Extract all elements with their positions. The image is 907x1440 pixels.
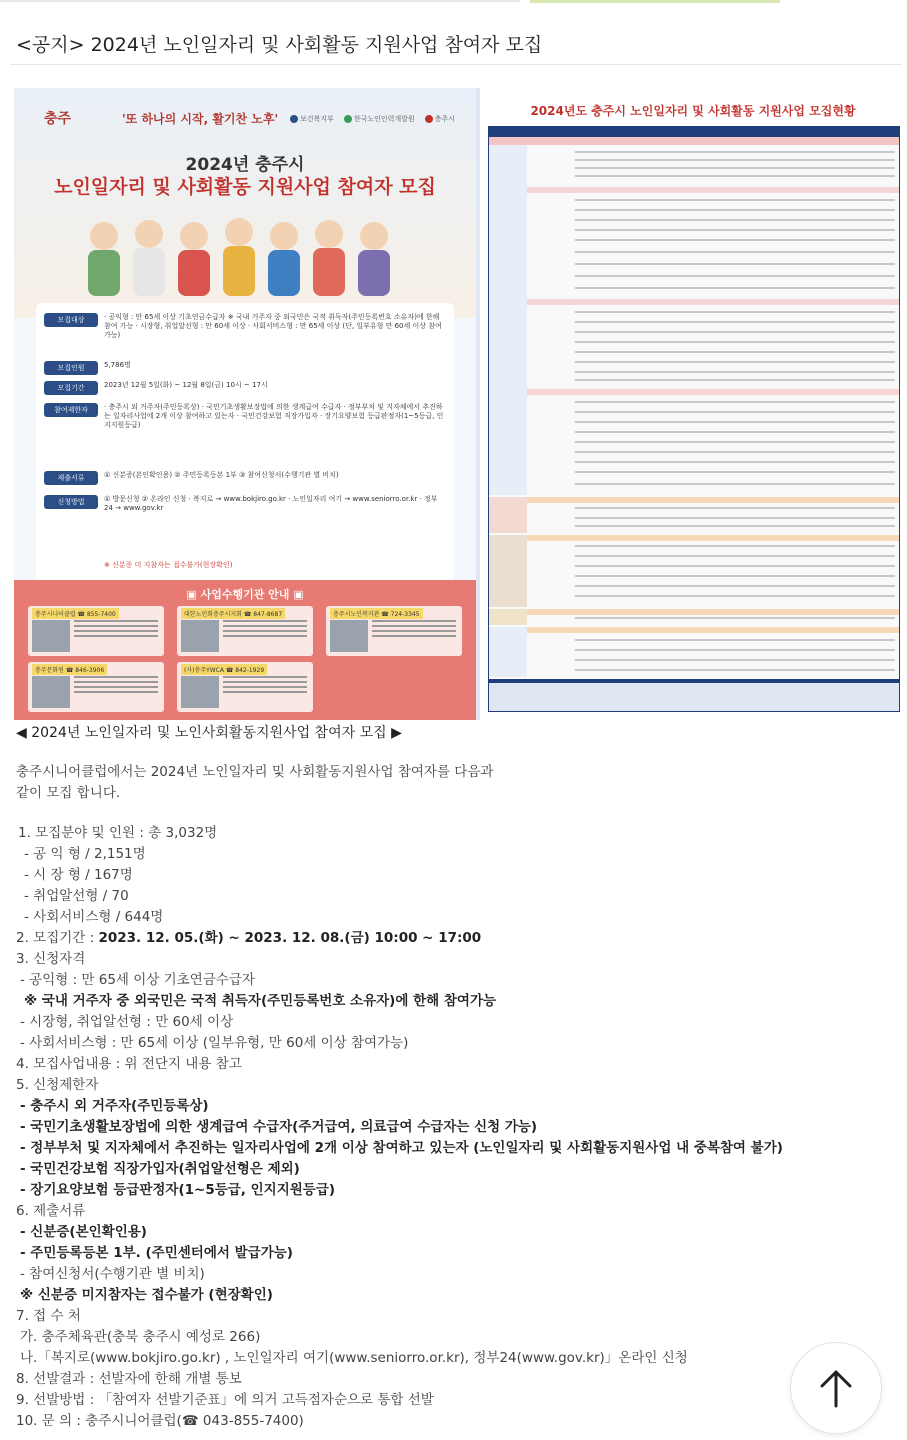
list-item: - 사회서비스형 : 만 65세 이상 (일부유형, 만 60세 이상 참여가능): [20, 1035, 409, 1051]
list-item: - 공 익 형 / 2,151명: [24, 846, 146, 862]
list-item: - 시 장 형 / 167명: [24, 867, 133, 883]
list-item: - 주민등록등본 1부. (주민센터에서 발급가능): [20, 1245, 293, 1261]
list-item: - 장기요양보험 등급판정자(1~5등급, 인지지원등급): [20, 1182, 336, 1198]
divider: [10, 64, 902, 65]
section-eligibility: 3. 신청자격: [16, 951, 86, 967]
section-reception: 7. 접 수 처: [16, 1308, 81, 1324]
intro-line: 같이 모집 합니다.: [16, 785, 121, 801]
poster-info-box: 모집대상 · 공익형 : 만 65세 이상 기초연금수급자 ※ 국내 거주자 중 외국민은 국적 취득자(주민등록번호 소유자)에 한해 참여 가능 · 시장형, 취업알선형 : 만 60세 이상 · 사회서비스형 : 만 65세 이상 (단, 일부유형 만 60세 이상 참여가능) 모집인원 5,786명 모집기간 2023년 12월 5일(화) ~ 12월 8일(금) 10시 ~ 17시 참여제한자 · 충주시 외 거주자(주민등록상) · 국민기초생활보장법에 의한 생계급여 수급자 · 정부부처 및 지자체에서 추진하는 일자리사업에 2개 이상 참여하고 있는자 · 국민건강보험 직장가입자 · 장기요양보험 등급판정자(1~5등급, 인지지원등급) 제출서류 ① 신분증(본인확인용) ② 주민등록등본 1부 ③ 참여신청서(수행기관 별 비치) 신청방법 ① 방문신청 ② 온라인 신청 · 복지로 → www.bokjiro.go.kr · 노인일자리 여기 → www.seniorro.or.kr · 정부24 → www.gov.kr ※ 신분증 미 지참자는 접수불가(현장확인): [36, 303, 454, 583]
list-item: - 국민기초생활보장법에 의한 생계급여 수급자(주거급여, 의료급여 수급자는 신청 가능): [20, 1119, 538, 1135]
section-period: 2. 모집기간 : 2023. 12. 05.(화) ~ 2023. 12. 08.(금) 10:00 ~ 17:00: [16, 930, 482, 946]
recruitment-poster-image: [14, 88, 906, 720]
chungju-logo: 충주: [44, 111, 72, 127]
list-item: - 신분증(본인확인용): [20, 1224, 147, 1240]
list-item: 가. 충주체육관(충북 충주시 예성로 266): [20, 1329, 261, 1345]
image-caption: ◀ 2024년 노인일자리 및 노인사회활동지원사업 참여자 모집 ▶: [16, 725, 402, 741]
list-item: - 공익형 : 만 65세 이상 기초연금수급자: [20, 972, 255, 988]
poster-main-title: 노인일자리 및 사회활동 지원사업 참여자 모집: [54, 176, 436, 198]
status-table-title: 2024년도 충주시 노인일자리 및 사회활동 지원사업 모집현황: [530, 104, 856, 118]
notice-body: [16, 762, 896, 1432]
list-item: 나.「복지로(www.bokjiro.go.kr) , 노인일자리 여기(www.seniorro.or.kr), 정부24(www.gov.kr)」온라인 신청: [20, 1350, 688, 1366]
list-item: - 참여신청서(수행기관 별 비치): [20, 1266, 205, 1282]
post-title: <공지> 2024년 노인일자리 및 사회활동 지원사업 참여자 모집: [16, 34, 543, 56]
poster-status-table: [480, 88, 906, 720]
section-method: 9. 선발방법 : 「참여자 선발기준표」에 의거 고득점자순으로 통합 선발: [16, 1392, 434, 1408]
poster-subtitle: 2024년 충주시: [185, 155, 305, 175]
agency-info-box: ▣ 사업수행기관 안내 ▣ 충주시니어클럽 ☎ 855-7400 대한노인회충주시지회 ☎ 847-8687 충주시노인복지관 ☎ 724-3345 충주문화원 ☎ 846-3906 (사)충주YWCA ☎ 842-1929: [14, 580, 476, 720]
poster-slogan: '또 하나의 시작, 활기찬 노후': [122, 112, 279, 126]
section-content: 4. 모집사업내용 : 위 전단지 내용 참고: [16, 1056, 242, 1072]
intro-line: 충주시니어클럽에서는 2024년 노인일자리 및 사회활동지원사업 참여자를 다음과: [16, 764, 494, 780]
top-progress-bar: [0, 0, 907, 6]
list-item: - 시장형, 취업알선형 : 만 60세 이상: [20, 1014, 234, 1030]
list-item: - 국민건강보험 직장가입자(취업알선형은 제외): [20, 1161, 300, 1177]
list-item: - 취업알선형 / 70: [24, 888, 129, 904]
section-documents: 6. 제출서류: [16, 1203, 86, 1219]
seniors-illustration: [74, 206, 414, 296]
poster-left-panel: [14, 88, 476, 720]
section-result: 8. 선발결과 : 선발자에 한해 개별 통보: [16, 1371, 242, 1387]
list-item: ※ 신분증 미지참자는 접수불가 (현장확인): [20, 1287, 273, 1303]
scroll-to-top-button[interactable]: [790, 1342, 882, 1434]
section-restrictions: 5. 신청제한자: [16, 1077, 99, 1093]
list-item: ※ 국내 거주자 중 외국민은 국적 취득자(주민등록번호 소유자)에 한해 참여가능: [24, 993, 497, 1009]
list-item: - 정부부처 및 지자체에서 추진하는 일자리사업에 2개 이상 참여하고 있는자 (노인일자리 및 사회활동지원사업 내 중복참여 불가): [20, 1140, 783, 1156]
org-logos: 보건복지부 한국노인인력개발원 충주시: [290, 114, 455, 124]
list-item: - 사회서비스형 / 644명: [24, 909, 164, 925]
list-item: - 충주시 외 거주자(주민등록상): [20, 1098, 209, 1114]
arrow-up-icon: [818, 1368, 854, 1408]
section-recruit-fields: 1. 모집분야 및 인원 : 총 3,032명: [18, 825, 218, 841]
section-contact: 10. 문 의 : 충주시니어클럽(☎ 043-855-7400): [16, 1413, 304, 1429]
